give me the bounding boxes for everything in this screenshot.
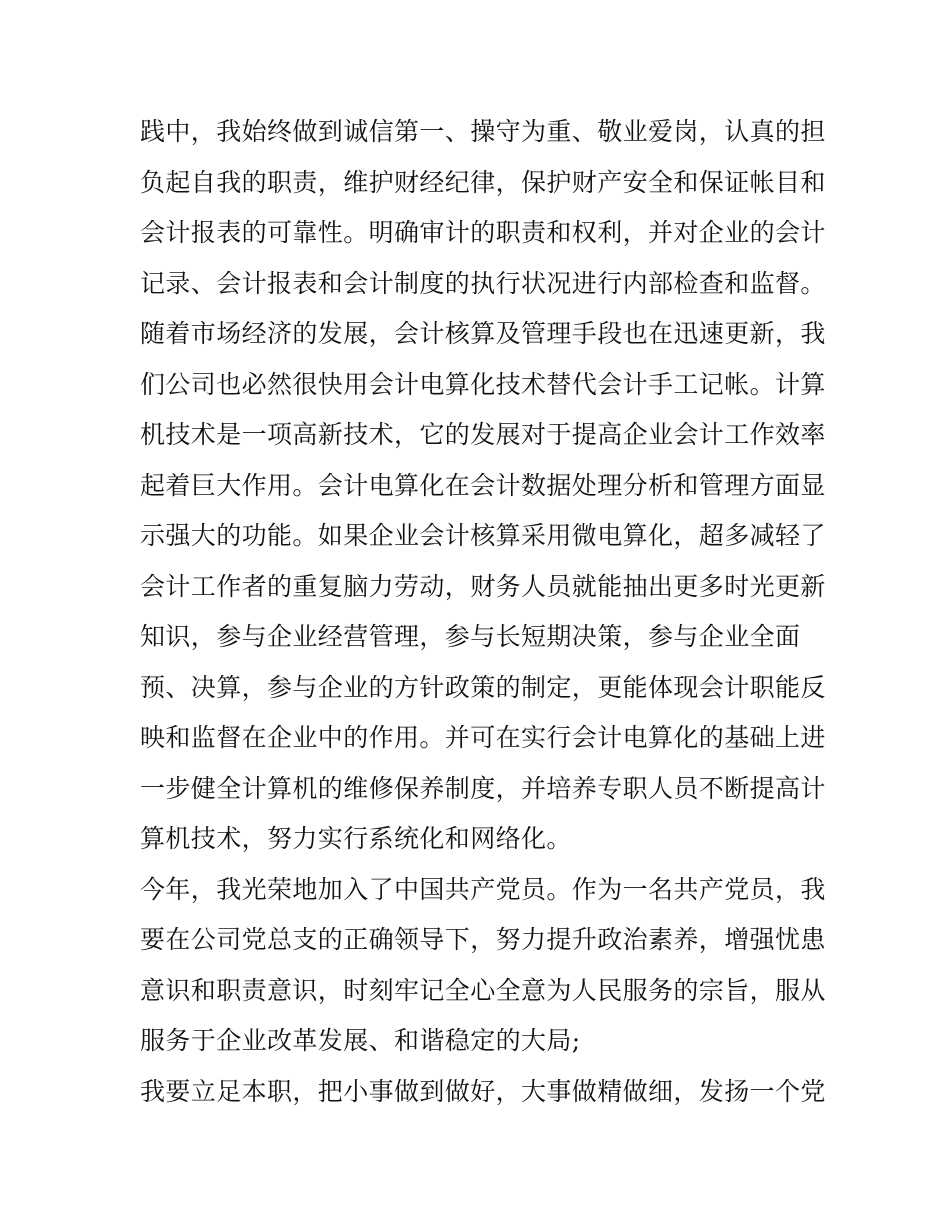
text-line-17: 要在公司党总支的正确领导下，努力提升政治素养，增强忧患 bbox=[140, 925, 826, 954]
text-line-2: 负起自我的职责，维护财经纪律，保护财产安全和保证帐目和 bbox=[140, 167, 826, 197]
text-line-10: 会计工作者的重复脑力劳动，财务人员就能抽出更多时光更新 bbox=[140, 571, 826, 601]
text-line-5: 随着市场经济的发展，会计核算及管理手段也在迅速更新，我 bbox=[140, 319, 826, 348]
text-line-9: 示强大的功能。如果企业会计核算采用微电算化，超多减轻了 bbox=[140, 521, 826, 550]
text-line-20: 我要立足本职，把小事做到做好，大事做精做细，发扬一个党 bbox=[140, 1076, 826, 1106]
body-text bbox=[140, 107, 826, 1117]
text-line-8: 起着巨大作用。会计电算化在会计数据处理分析和管理方面显 bbox=[140, 470, 826, 500]
text-line-14: 一步健全计算机的维修保养制度，并培养专职人员不断提高计 bbox=[140, 773, 826, 803]
text-line-15: 算机技术，努力实行系统化和网络化。 bbox=[140, 824, 572, 853]
text-line-12: 预、决算，参与企业的方针政策的制定，更能体现会计职能反 bbox=[140, 672, 826, 702]
text-line-16: 今年，我光荣地加入了中国共产党员。作为一名共产党员，我 bbox=[140, 874, 826, 904]
text-line-13: 映和监督在企业中的作用。并可在实行会计电算化的基础上进 bbox=[140, 723, 826, 752]
text-line-19: 服务于企业改革发展、和谐稳定的大局; bbox=[140, 1026, 581, 1055]
text-line-4: 记录、会计报表和会计制度的执行状况进行内部检查和监督。 bbox=[140, 268, 826, 298]
text-line-1: 践中，我始终做到诚信第一、操守为重、敬业爱岗，认真的担 bbox=[140, 117, 826, 146]
text-line-7: 机技术是一项高新技术，它的发展对于提高企业会计工作效率 bbox=[140, 420, 826, 449]
text-line-18: 意识和职责意识，时刻牢记全心全意为人民服务的宗旨，服从 bbox=[140, 975, 826, 1005]
text-line-6: 们公司也必然很快用会计电算化技术替代会计手工记帐。计算 bbox=[140, 369, 826, 399]
text-line-11: 知识，参与企业经营管理，参与长短期决策，参与企业全面 bbox=[140, 622, 801, 651]
text-line-3: 会计报表的可靠性。明确审计的职责和权利，并对企业的会计 bbox=[140, 218, 826, 247]
